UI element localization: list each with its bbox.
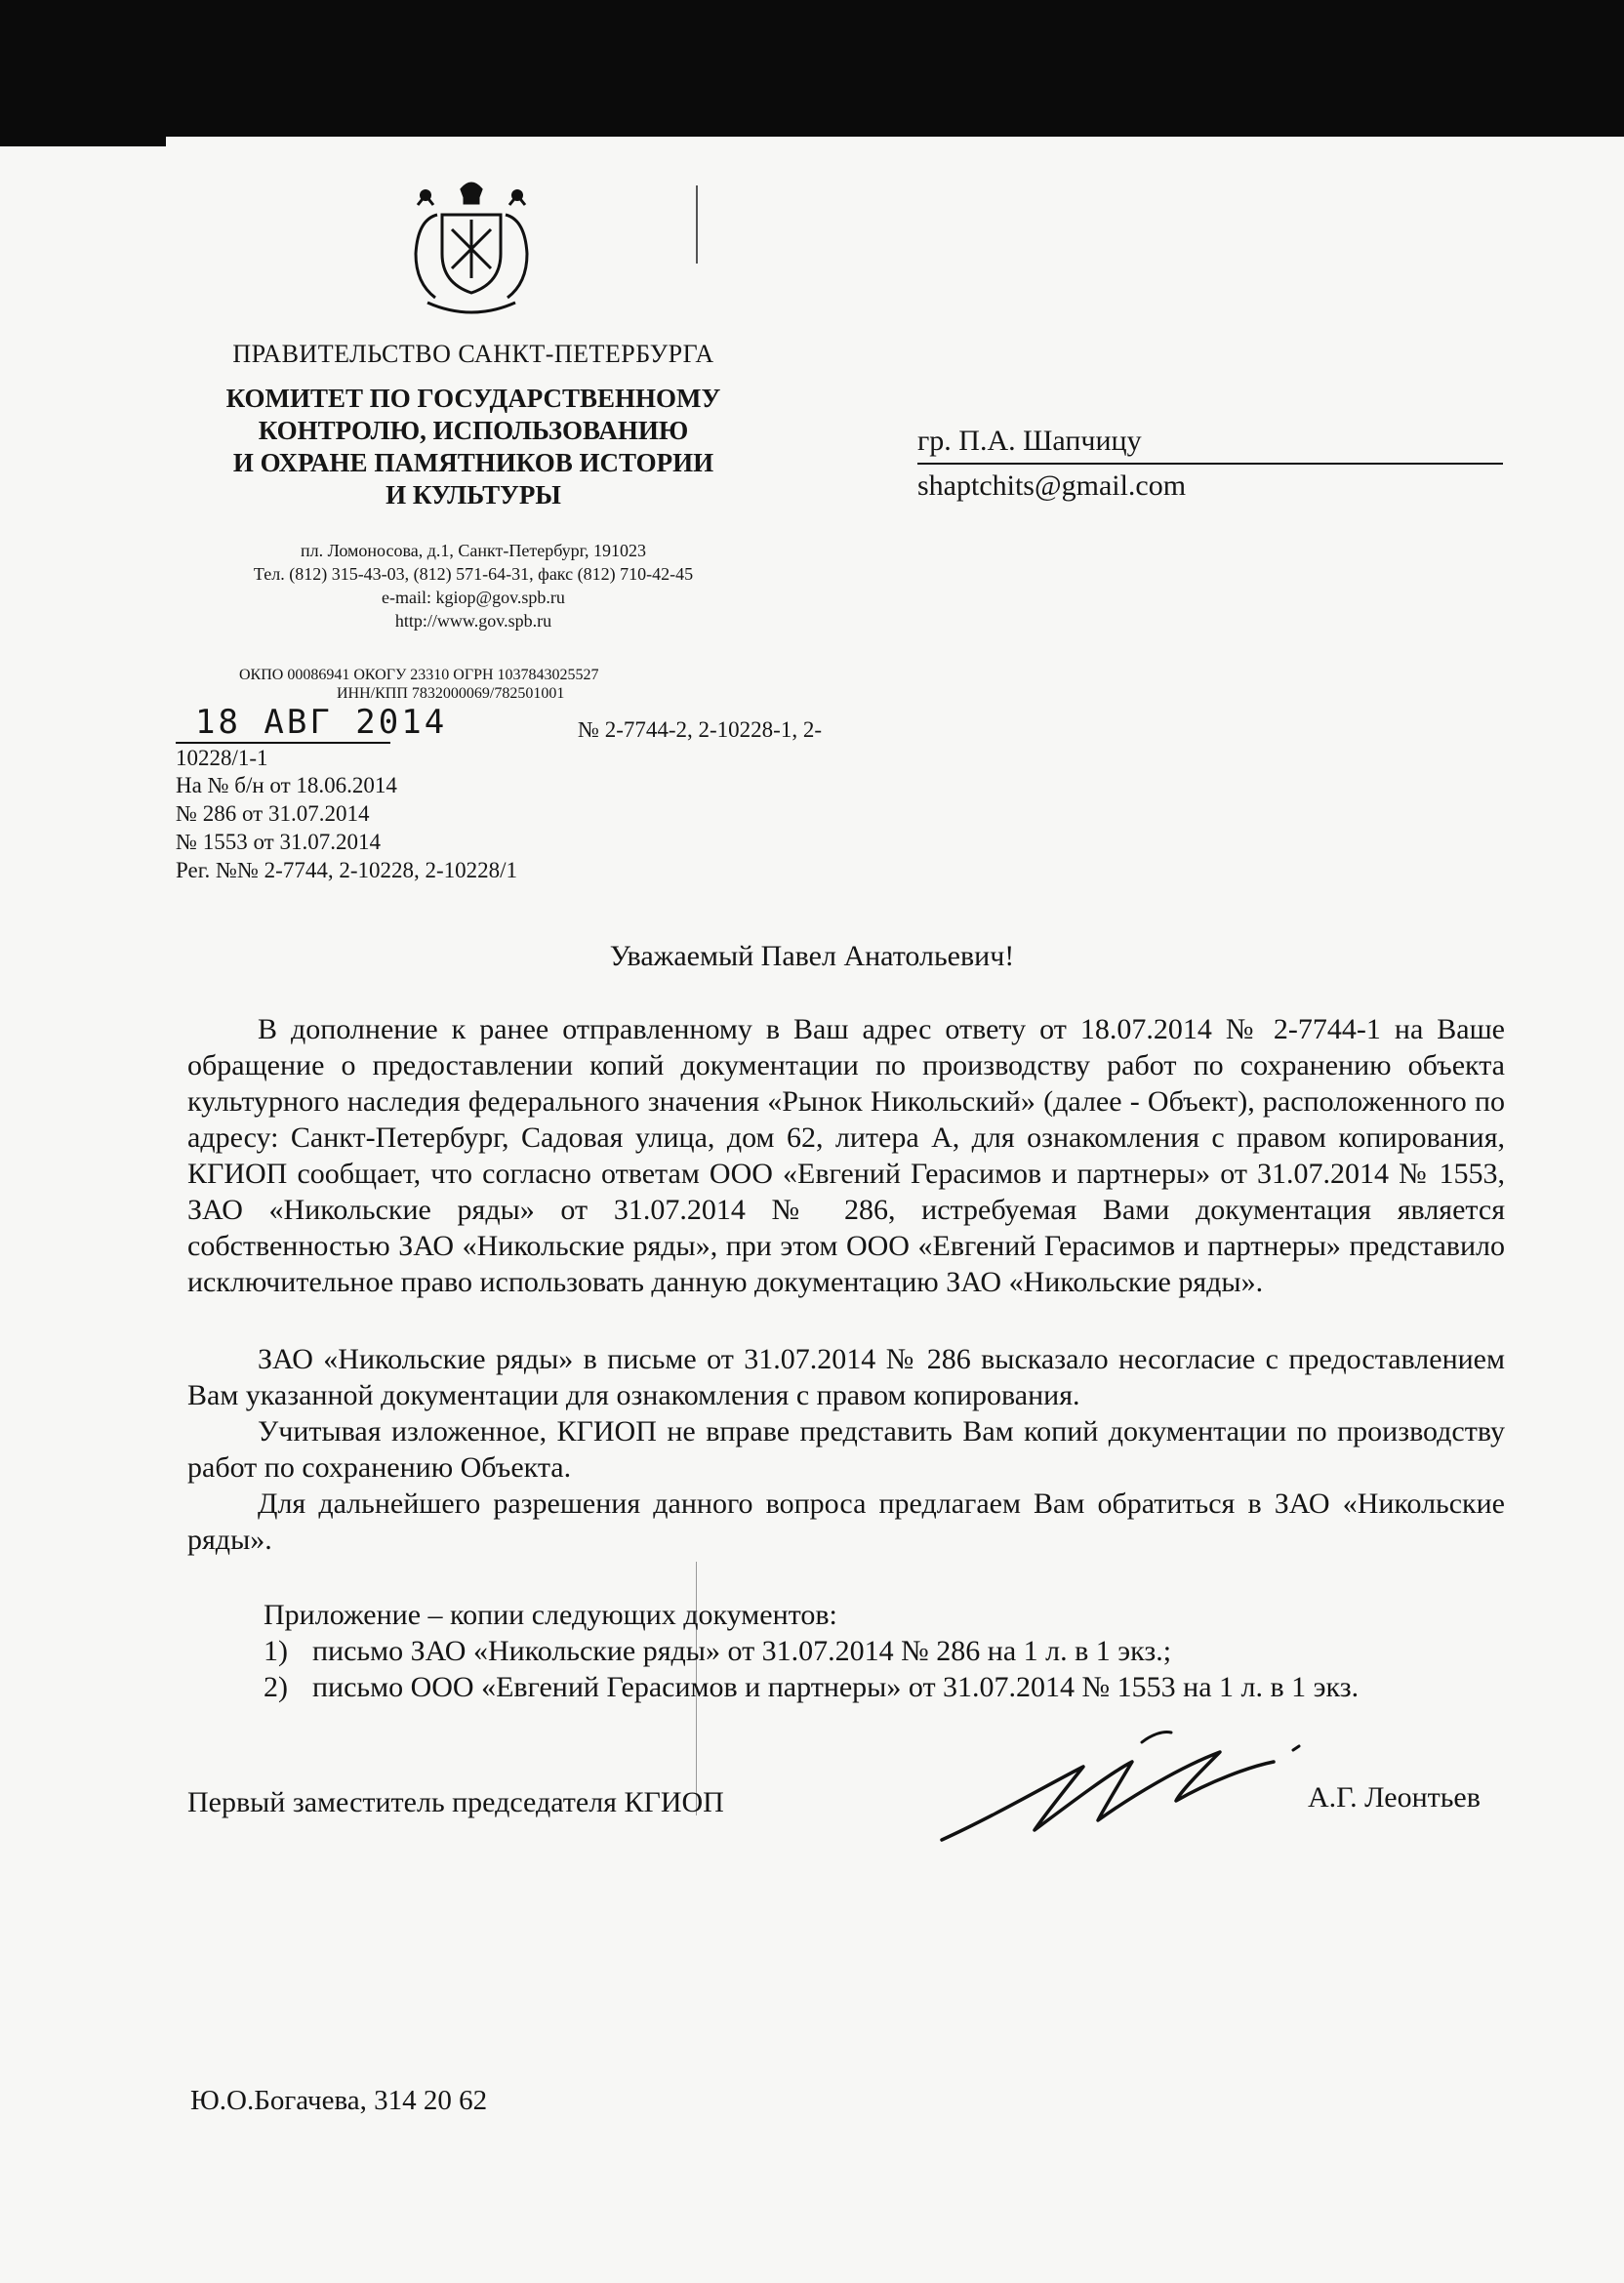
committee-line: И ОХРАНЕ ПАМЯТНИКОВ ИСТОРИИ	[232, 448, 714, 477]
signatory-role: Первый заместитель председателя КГИОП	[187, 1786, 724, 1818]
attachment-item	[264, 1633, 1359, 1669]
outgoing-number-line: 10228/1-1	[176, 746, 268, 770]
body-paragraph	[187, 1011, 1505, 1300]
reference-line: На № б/н от 18.06.2014	[176, 773, 397, 797]
registration-codes	[239, 666, 599, 703]
committee-line: И КУЛЬТУРЫ	[386, 480, 561, 510]
outgoing-number	[176, 715, 822, 772]
saint-petersburg-coat-of-arms-icon	[398, 176, 545, 322]
phone-line: Тел. (812) 315-43-03, (812) 571-64-31, факс (812) 710-42-45	[253, 564, 694, 584]
recipient-email: shaptchits@gmail.com	[917, 469, 1187, 502]
date-stamp: 18 АВГ 2014	[195, 703, 448, 742]
body-paragraph-text: ЗАО «Никольские ряды» в письме от 31.07.2014 № 286 высказало несогласие с предоставлением Вам указанной документации для ознакомления с правом копирования.	[187, 1343, 1505, 1411]
handwritten-signature-icon	[937, 1723, 1327, 1850]
body-paragraph	[187, 1486, 1505, 1558]
outgoing-number-line: № 2-7744-2, 2-10228-1, 2-	[578, 717, 822, 742]
executor-contact: Ю.О.Богачева, 314 20 62	[190, 2085, 488, 2116]
address-line: пл. Ломоносова, д.1, Санкт-Петербург, 191023	[300, 541, 647, 560]
codes-line: ОКПО 00086941 ОКОГУ 23310 ОГРН 1037843025527	[239, 667, 599, 683]
body-paragraph	[187, 1413, 1505, 1486]
committee-contacts	[161, 539, 786, 632]
greeting: Уважаемый Павел Анатольевич!	[609, 940, 1015, 972]
body-paragraph-text: В дополнение к ранее отправленному в Ваш адрес ответу от 18.07.2014 № 2-7744-1 на Ваше обращение о предоставлении копий документации по производству работ по сохранению объекта культурного наследия федерального значения «Рынок Никольский» (далее - Объект), расположенного по адресу: Санкт-Петербург, Садовая улица, дом 62, литера А, для ознакомления с правом копирования, КГИОП сообщает, что согласно ответам ООО «Евгений Герасимов и партнеры» от 31.07.2014 № 1553, ЗАО «Никольские ряды» от 31.07.2014 № 286, истребуемая Вами документация является собственностью ЗАО «Никольские ряды», при этом ООО «Евгений Герасимов и партнеры» представило исключительное право использовать данную документацию ЗАО «Никольские ряды».	[187, 1013, 1505, 1298]
committee-line: КОМИТЕТ ПО ГОСУДАРСТВЕННОМУ	[225, 384, 721, 413]
scan-top-border	[0, 0, 1624, 137]
reference-line: № 1553 от 31.07.2014	[176, 830, 381, 854]
attachment-item	[264, 1669, 1359, 1705]
body-paragraph	[187, 1341, 1505, 1413]
scan-artifact-line	[696, 185, 698, 264]
recipient-block	[917, 420, 1503, 508]
committee-name	[161, 383, 786, 511]
attachment-number: 2)	[264, 1671, 288, 1703]
attachments-list	[264, 1633, 1359, 1705]
attachment-text: письмо ЗАО «Никольские ряды» от 31.07.2014 № 286 на 1 л. в 1 экз.;	[312, 1635, 1172, 1667]
body-paragraph-text: Для дальнейшего разрешения данного вопроса предлагаем Вам обратиться в ЗАО «Никольские ряды».	[187, 1488, 1505, 1556]
body-paragraph-text: Учитывая изложенное, КГИОП не вправе представить Вам копий документации по производству работ по сохранению Объекта.	[187, 1415, 1505, 1484]
website-line: http://www.gov.spb.ru	[394, 611, 552, 631]
reference-line: Рег. №№ 2-7744, 2-10228, 2-10228/1	[176, 858, 518, 882]
attachment-text: письмо ООО «Евгений Герасимов и партнеры» от 31.07.2014 № 1553 на 1 л. в 1 экз.	[312, 1671, 1360, 1703]
email-line: e-mail: kgiop@gov.spb.ru	[382, 588, 565, 607]
attachments-heading: Приложение – копии следующих документов:	[264, 1599, 837, 1631]
scan-top-border-edge	[0, 117, 166, 146]
reference-line: № 286 от 31.07.2014	[176, 801, 370, 826]
recipient-name: гр. П.А. Шапчицу	[917, 420, 1503, 465]
signatory-name: А.Г. Леонтьев	[1308, 1781, 1481, 1814]
attachment-number: 1)	[264, 1635, 288, 1667]
committee-line: КОНТРОЛЮ, ИСПОЛЬЗОВАНИЮ	[258, 416, 689, 445]
codes-line: ИНН/КПП 7832000069/782501001	[337, 685, 565, 702]
government-name: ПРАВИТЕЛЬСТВО САНКТ-ПЕТЕРБУРГА	[232, 340, 714, 368]
reference-numbers	[176, 771, 517, 884]
